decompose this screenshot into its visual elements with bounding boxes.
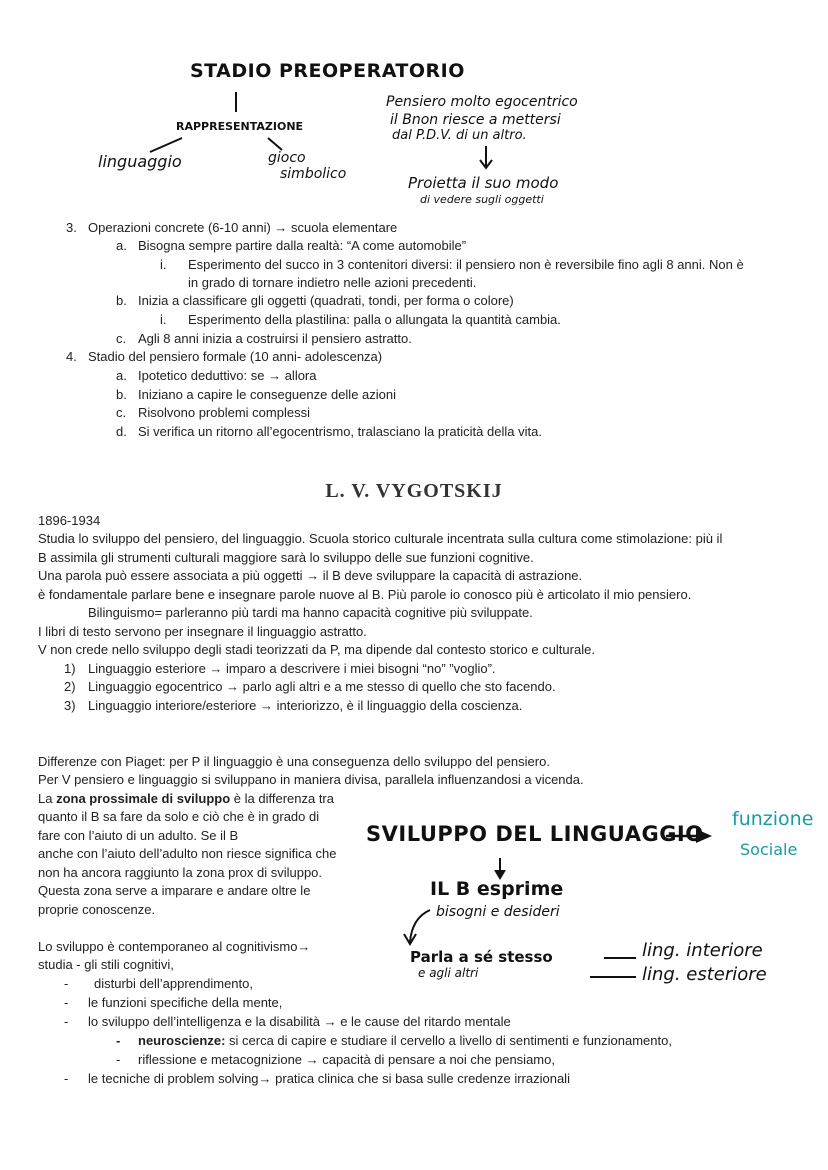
paragraph-1-line-1: Studia lo sviluppo del pensiero, del linguaggio. Scuola storico culturale incentrata sulla cultura come stimolazione: più il (38, 531, 723, 546)
stage-3-number: 3. (66, 220, 77, 235)
bullet-3b-text: riflessione e metacognizione → capacità di pensare a noi che pensiamo, (138, 1052, 555, 1067)
dates: 1896-1934 (38, 513, 101, 528)
bullet-3-dash: - (64, 1014, 69, 1029)
gioco-label: gioco (268, 150, 306, 166)
stage-3ai-text-1: Esperimento del succo in 3 contenitori diversi: il pensiero non è reversibile fino agli 8 anni. Non è (188, 257, 744, 272)
paragraph-6: V non crede nello sviluppo degli stadi teorizzati da P, ma dipende dal contesto storico e culturale. (38, 642, 595, 657)
paragraph-2: Una parola può essere associata a più oggetti → il B deve sviluppare la capacità di astrazione. (38, 568, 583, 583)
zona-line-5: non ha ancora raggiunto la zona prox di sviluppo. (38, 865, 323, 880)
stage-4-text: Stadio del pensiero formale (10 anni- adolescenza) (88, 349, 383, 364)
agli-altri-label: e agli altri (418, 966, 479, 980)
proietta-line-1: Proietta il suo modo (408, 174, 559, 192)
stage-4a-letter: a. (116, 368, 127, 383)
bullet-3-text: lo sviluppo dell’intelligenza e la disabilità → e le cause del ritardo mentale (88, 1014, 511, 1029)
paragraph-4: Bilinguismo= parleranno più tardi ma hanno capacità cognitive più sviluppate. (88, 605, 533, 620)
list-3-number: 3) (64, 698, 76, 713)
stage-3bi-text: Esperimento della plastilina: palla o allungata la quantità cambia. (188, 312, 561, 327)
bullet-3a-text (138, 1032, 672, 1049)
zona-line-4: anche con l’aiuto dell’adulto non riesce significa che (38, 846, 337, 861)
funzione-label: funzione (732, 808, 814, 830)
stage-4b-text: Iniziano a capire le conseguenze delle azioni (138, 387, 397, 402)
paragraph-3: è fondamentale parlare bene e insegnare parole nuove al B. Più parole io conosco più è articolato il mio pensiero. (38, 587, 692, 602)
stage-4a-text: Ipotetico deduttivo: se → allora (138, 368, 317, 383)
zona-post: è la differenza tra (230, 791, 334, 806)
stage-3b-letter: b. (116, 293, 127, 308)
esprime-label: IL B esprime (430, 878, 564, 900)
cognitivismo-line-1: Lo sviluppo è contemporaneo al cognitivismo→ (38, 939, 311, 954)
neuroscienze-text: si cerca di capire e studiare il cervello a livello di sentimenti e funzionamento, (225, 1033, 672, 1048)
bullet-3a-dash: - (116, 1033, 121, 1048)
cognitivismo-line-2: studia - gli stili cognitivi, (38, 957, 174, 972)
stage-4c-text: Risolvono problemi complessi (138, 405, 310, 420)
bullet-1-dash: - (64, 976, 69, 991)
bullet-4-dash: - (64, 1071, 69, 1086)
bisogni-label: bisogni e desideri (436, 904, 560, 920)
stage-3b-text: Inizia a classificare gli oggetti (quadrati, tondi, per forma o colore) (138, 293, 514, 308)
zona-line-7: proprie conoscenze. (38, 902, 156, 917)
pensiero-line-2: il Bnon riesce a mettersi (390, 112, 561, 128)
differenze-line-2: Per V pensiero e linguaggio si sviluppano in maniera divisa, parallela influenzandosi a vicenda. (38, 772, 584, 787)
pensiero-line-1: Pensiero molto egocentrico (386, 94, 578, 110)
stage-3-text: Operazioni concrete (6-10 anni) → scuola elementare (88, 220, 398, 235)
stage-4b-letter: b. (116, 387, 127, 402)
bullet-2-dash: - (64, 995, 69, 1010)
stage-3a-text: Bisogna sempre partire dalla realtà: “A come automobile” (138, 238, 467, 253)
parla-label: Parla a sé stesso (410, 948, 553, 966)
simbolico-label: simbolico (280, 166, 347, 182)
stage-3c-text: Agli 8 anni inizia a costruirsi il pensiero astratto. (138, 331, 412, 346)
differenze-line-1: Differenze con Piaget: per P il linguaggio è una conseguenza dello sviluppo del pensiero. (38, 754, 550, 769)
zona-line-1 (38, 790, 334, 807)
sviluppo-linguaggio-label: SVILUPPO DEL LINGUAGGIO (366, 822, 704, 846)
list-2-text: Linguaggio egocentrico → parlo agli altri e a me stesso di quello che sto facendo. (88, 679, 556, 694)
stage-3c-letter: c. (116, 331, 127, 346)
zona-line-2: quanto il B sa fare da solo e ciò che è in grado di (38, 809, 320, 824)
bullet-1-text: disturbi dell’apprendimento, (94, 976, 253, 991)
stage-4d-letter: d. (116, 424, 127, 439)
bullet-2-text: le funzioni specifiche della mente, (88, 995, 283, 1010)
rappresentazione-label: RAPPRESENTAZIONE (176, 120, 304, 133)
linguaggio-label: linguaggio (98, 152, 182, 171)
paragraph-5: I libri di testo servono per insegnare il linguaggio astratto. (38, 624, 367, 639)
list-1-number: 1) (64, 661, 76, 676)
list-2-number: 2) (64, 679, 76, 694)
sociale-label: Sociale (740, 840, 798, 859)
zona-line-6: Questa zona serve a imparare e andare oltre le (38, 883, 311, 898)
zona-line-3: fare con l’aiuto di un adulto. Se il B (38, 828, 239, 843)
stage-3ai-text-2: in grado di tornare indietro nelle azioni precedenti. (188, 275, 477, 290)
stage-4-number: 4. (66, 349, 77, 364)
stage-3ai-roman: i. (160, 257, 167, 272)
zona-pre: La (38, 791, 57, 806)
section-heading: L. V. VYGOTSKIJ (325, 480, 503, 502)
diagram-title: STADIO PREOPERATORIO (190, 60, 465, 82)
zona-bold: zona prossimale di sviluppo (56, 791, 231, 806)
list-3-text: Linguaggio interiore/esteriore → interiorizzo, è il linguaggio della coscienza. (88, 698, 523, 713)
paragraph-1-line-2: B assimila gli strumenti culturali maggiore sarà lo sviluppo delle sue funzioni cognitive. (38, 550, 534, 565)
bullet-4-text: le tecniche di problem solving→ pratica clinica che si basa sulle credenze irrazionali (88, 1071, 570, 1086)
stage-4c-letter: c. (116, 405, 127, 420)
ling-interiore-label: ling. interiore (642, 940, 763, 961)
stage-4d-text: Si verifica un ritorno all’egocentrismo, tralasciano la praticità della vita. (138, 424, 542, 439)
list-1-text: Linguaggio esteriore → imparo a descrivere i miei bisogni “no” ”voglio”. (88, 661, 496, 676)
stage-3bi-roman: i. (160, 312, 167, 327)
pensiero-line-3: dal P.D.V. di un altro. (392, 128, 527, 143)
neuroscienze-bold: neuroscienze: (138, 1033, 226, 1048)
ling-esteriore-label: ling. esteriore (642, 964, 767, 985)
stage-3a-letter: a. (116, 238, 127, 253)
proietta-line-2: di vedere sugli oggetti (420, 193, 544, 206)
bullet-3b-dash: - (116, 1052, 121, 1067)
